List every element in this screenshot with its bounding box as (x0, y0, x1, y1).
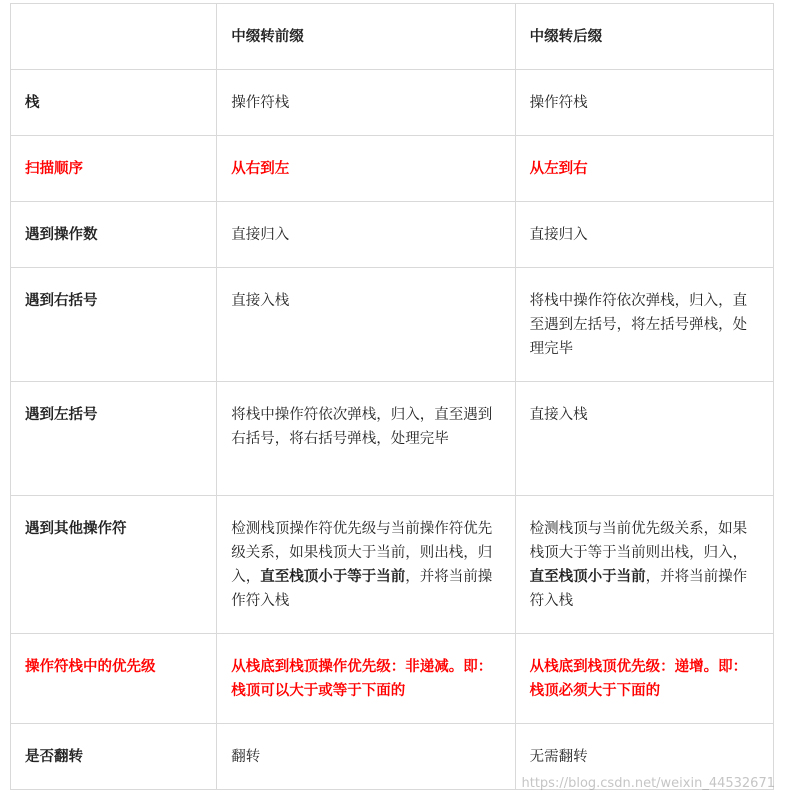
table-row (11, 136, 774, 202)
table-row (11, 634, 774, 724)
cell-prefix-operand: 直接归入 (217, 202, 515, 268)
header-row (11, 4, 774, 70)
comparison-table (10, 3, 774, 790)
postfix-text-bold: 直至栈顶小于当前 (529, 569, 646, 585)
cell-postfix-left-paren: 直接入栈 (515, 382, 773, 496)
table-row (11, 382, 774, 496)
row-label-stack: 栈 (11, 70, 217, 136)
cell-postfix-scan-order: 从左到右 (515, 136, 773, 202)
cell-postfix-other-operator (515, 496, 773, 634)
cell-postfix-priority: 从栈底到栈顶优先级：递增。即：栈顶必须大于下面的 (515, 634, 773, 724)
prefix-text-bold: 直至栈顶小于等于当前 (260, 569, 406, 585)
table-row (11, 70, 774, 136)
postfix-text-pre: 检测栈顶与当前优先级关系，如果栈顶大于等于当前则出栈，归入， (529, 521, 748, 561)
cell-prefix-reverse: 翻转 (217, 724, 515, 790)
header-label-cell (11, 4, 217, 70)
row-label-priority: 操作符栈中的优先级 (11, 634, 217, 724)
cell-postfix-operand: 直接归入 (515, 202, 773, 268)
cell-prefix-left-paren: 将栈中操作符依次弹栈，归入，直至遇到右括号，将右括号弹栈，处理完毕 (217, 382, 515, 496)
row-label-scan-order: 扫描顺序 (11, 136, 217, 202)
cell-postfix-stack: 操作符栈 (515, 70, 773, 136)
row-label-left-paren: 遇到左括号 (11, 382, 217, 496)
prefix-text-pre: 检测栈顶操作符优先级与当前操作符优先级关系，如果栈顶大于当前，则出栈，归入， (231, 521, 493, 585)
watermark: https://blog.csdn.net/weixin_44532671 (521, 776, 775, 791)
table-row (11, 268, 774, 382)
row-label-right-paren: 遇到右括号 (11, 268, 217, 382)
cell-postfix-right-paren: 将栈中操作符依次弹栈，归入，直至遇到左括号，将左括号弹栈，处理完毕 (515, 268, 773, 382)
table-row (11, 202, 774, 268)
postfix-text-post: ，并将当前操作符入栈 (529, 569, 748, 609)
row-label-operand: 遇到操作数 (11, 202, 217, 268)
cell-prefix-stack: 操作符栈 (217, 70, 515, 136)
cell-postfix-reverse: 无需翻转 (515, 724, 773, 790)
header-prefix-cell: 中缀转前缀 (217, 4, 515, 70)
row-label-other-operator: 遇到其他操作符 (11, 496, 217, 634)
cell-prefix-scan-order: 从右到左 (217, 136, 515, 202)
row-label-reverse: 是否翻转 (11, 724, 217, 790)
cell-prefix-right-paren: 直接入栈 (217, 268, 515, 382)
table-row (11, 496, 774, 634)
cell-prefix-priority: 从栈底到栈顶操作优先级：非递减。即：栈顶可以大于或等于下面的 (217, 634, 515, 724)
prefix-text-post: ，并将当前操作符入栈 (231, 569, 493, 609)
header-postfix-cell: 中缀转后缀 (515, 4, 773, 70)
cell-prefix-other-operator (217, 496, 515, 634)
